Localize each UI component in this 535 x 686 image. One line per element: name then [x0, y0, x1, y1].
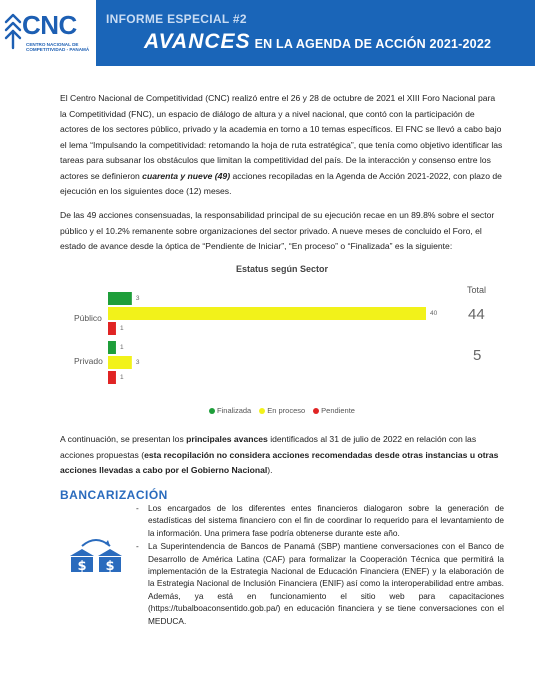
subtitle-rest: EN LA AGENDA DE ACCIÓN 2021-2022 — [254, 37, 492, 51]
progress-text-c: identificados al 31 de julio de 2022 en relación con las acciones propuestas ( — [60, 434, 477, 460]
progress-disclaimer: esta recopilación no considera acciones recomendadas desde otras instancias u otras acciones llevadas a cabo por el Gobierno Nacional — [60, 449, 499, 475]
report-title: INFORME ESPECIAL #2 — [106, 12, 247, 26]
bar-value-label: 1 — [119, 374, 124, 381]
intro-text-a: El Centro Nacional de Competitividad (CNC) realizó entre el 26 y 28 de octubre de 2021 el XIII Foro Nacional para la Competitividad (FNC), un espacio de diálogo de altura y a nivel nacional, que contó con la participación de actores de los sectores público, privado y la academia en torno a 10 temas específicos. El FNC se llevó a cabo bajo el lema “Impulsando la competitividad: retomando la hoja de ruta estratégica”, que tenía como objetivo identificar las tareas para subsanar los obstáculos que limitan la competitividad del país. De la interacción y consenso entre los actores se definieron — [60, 93, 503, 181]
progress-paragraph — [60, 432, 504, 479]
tree-arrows-icon — [3, 12, 23, 50]
subtitle-highlight: AVANCES — [144, 30, 251, 53]
legend-label: Finalizada — [217, 406, 252, 415]
actions-count-highlight: cuarenta y nueve (49) — [142, 170, 231, 181]
chart-legend — [60, 406, 504, 415]
status-chart — [60, 258, 504, 420]
bancarizacion-bullets — [142, 502, 504, 628]
svg-text:$: $ — [77, 559, 87, 574]
report-subtitle — [144, 30, 491, 54]
legend-item — [313, 406, 355, 415]
totals-header: Total — [467, 285, 487, 295]
bank-transfer-icon — [66, 536, 126, 576]
legend-label: Pendiente — [321, 406, 355, 415]
legend-item — [209, 406, 251, 415]
intro-text-b: acciones recopiladas en la Agenda de Acción 2021-2022, con plazo de ejecución en los siguientes doce (12) meses. — [60, 170, 502, 196]
category-total: 5 — [473, 347, 482, 364]
intro-paragraph-1 — [60, 91, 504, 200]
progress-text-e: ). — [267, 465, 273, 475]
legend-label: En proceso — [267, 406, 306, 415]
bar-value-label: 1 — [119, 325, 124, 332]
category-label: Privado — [74, 356, 103, 366]
chart-title: Estatus según Sector — [235, 264, 329, 274]
bar-value-label: 3 — [135, 359, 140, 366]
bar-value-label: 1 — [119, 344, 124, 351]
logo-wordmark: CNC — [22, 10, 77, 40]
bar-value-label: 40 — [430, 310, 438, 317]
svg-text:$: $ — [105, 559, 115, 574]
category-total: 44 — [468, 306, 485, 323]
bullet-item: - Los encargados de los diferentes entes financieros dialogaron sobre la generación de estadísticas del sistema financiero con el fin de coordinar lo requerido para el levantamiento de la información. Una primera fase podría obtenerse durante este año. — [142, 502, 504, 539]
legend-dot — [313, 408, 319, 414]
title-band — [96, 0, 535, 66]
legend-dot — [209, 408, 215, 414]
category-label: Público — [74, 313, 102, 323]
progress-text-bold: principales avances — [186, 434, 268, 444]
section-title-bancarizacion: BANCARIZACIÓN — [60, 488, 168, 502]
logo-subtitle: CENTRO NACIONAL DE COMPETITIVIDAD - PANAMÁ — [26, 42, 90, 52]
report-header — [0, 0, 535, 66]
cnc-logo — [0, 0, 96, 66]
progress-text-a: A continuación, se presentan los — [60, 434, 187, 444]
bullet-item: - La Superintendencia de Bancos de Panamá (SBP) mantiene conversaciones con el Banco de Desarrollo de América Latina (CAF) para formalizar la Cooperación Técnica que permitirá la implementación de la Estrategia Nacional de Educación Financiera (ENEF) y la elaboración de la Estrategia Nacional de Inclusión Financiera (ENIF) así como la interoperabilidad entre ambas. Además, ya está en funcionamiento el sitio web para capacitaciones (https://tubalboaconsentido.gob.pa/) en educación financiera y se tiene conversaciones con el MEDUCA. — [142, 540, 504, 627]
legend-item — [259, 406, 305, 415]
bar-value-label: 3 — [135, 295, 140, 302]
intro-paragraph-2: De las 49 acciones consensuadas, la responsabilidad principal de su ejecución recae en un 89.8% sobre el sector público y el 10.2% remanente sobre organizaciones del sector privado. A nueve meses de concluido el Foro, el estado de avance desde la óptica de “Pendiente de Iniciar”, “En proceso” o “Finalizada” es la siguiente: — [60, 210, 495, 251]
legend-dot — [259, 408, 265, 414]
